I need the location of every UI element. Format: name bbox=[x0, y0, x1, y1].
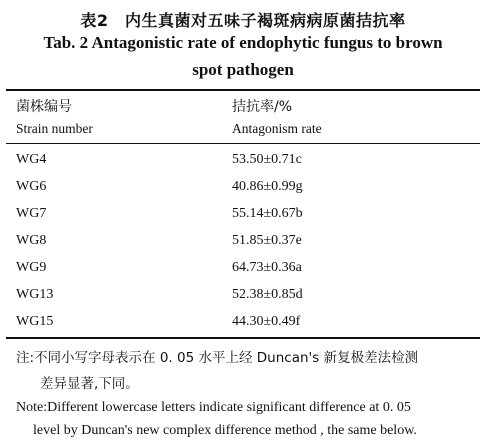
table-header-rule bbox=[6, 143, 480, 144]
table-row bbox=[0, 254, 486, 281]
table-body bbox=[0, 146, 486, 335]
footnote-en-line1: Note:Different lowercase letters indicate significant difference at 0. 05 bbox=[16, 400, 411, 415]
header-rate-cn: 拮抗率/% bbox=[232, 99, 293, 115]
table-row bbox=[0, 308, 486, 335]
table-row bbox=[0, 227, 486, 254]
table-title-cn: 表2 内生真菌对五味子褐斑病病原菌拮抗率 bbox=[80, 11, 406, 30]
strain-cell: WG6 bbox=[16, 179, 47, 194]
table-row bbox=[0, 173, 486, 200]
strain-cell: WG4 bbox=[16, 152, 47, 167]
header-rate-en: Antagonism rate bbox=[232, 121, 322, 136]
table-row bbox=[0, 146, 486, 173]
header-strain-cn: 菌株编号 bbox=[16, 99, 72, 115]
strain-cell: WG8 bbox=[16, 233, 47, 248]
rate-cell: 44.30±0.49f bbox=[232, 314, 301, 329]
rate-cell: 52.38±0.85d bbox=[232, 287, 303, 302]
strain-cell: WG13 bbox=[16, 287, 54, 302]
table-top-rule bbox=[6, 89, 480, 91]
table-row bbox=[0, 281, 486, 308]
table-bottom-rule bbox=[6, 337, 480, 339]
rate-cell: 55.14±0.67b bbox=[232, 206, 303, 221]
rate-cell: 64.73±0.36a bbox=[232, 260, 302, 275]
table-row bbox=[0, 200, 486, 227]
rate-cell: 53.50±0.71c bbox=[232, 152, 302, 167]
footnote-cn-line1: 注:不同小写字母表示在 0. 05 水平上经 Duncan's 新复极差法检测 bbox=[16, 350, 419, 366]
footnote-en-line2: level by Duncan's new complex difference method , the same below. bbox=[33, 423, 417, 438]
header-strain-en: Strain number bbox=[16, 121, 93, 136]
strain-cell: WG7 bbox=[16, 206, 47, 221]
rate-cell: 51.85±0.37e bbox=[232, 233, 302, 248]
table-title-en-line1: Tab. 2 Antagonistic rate of endophytic fungus to brown bbox=[43, 33, 443, 52]
rate-cell: 40.86±0.99g bbox=[232, 179, 303, 194]
strain-cell: WG15 bbox=[16, 314, 54, 329]
strain-cell: WG9 bbox=[16, 260, 47, 275]
table-title-en-line2: spot pathogen bbox=[192, 60, 294, 79]
footnote-cn-line2: 差异显著,下同。 bbox=[40, 376, 139, 392]
